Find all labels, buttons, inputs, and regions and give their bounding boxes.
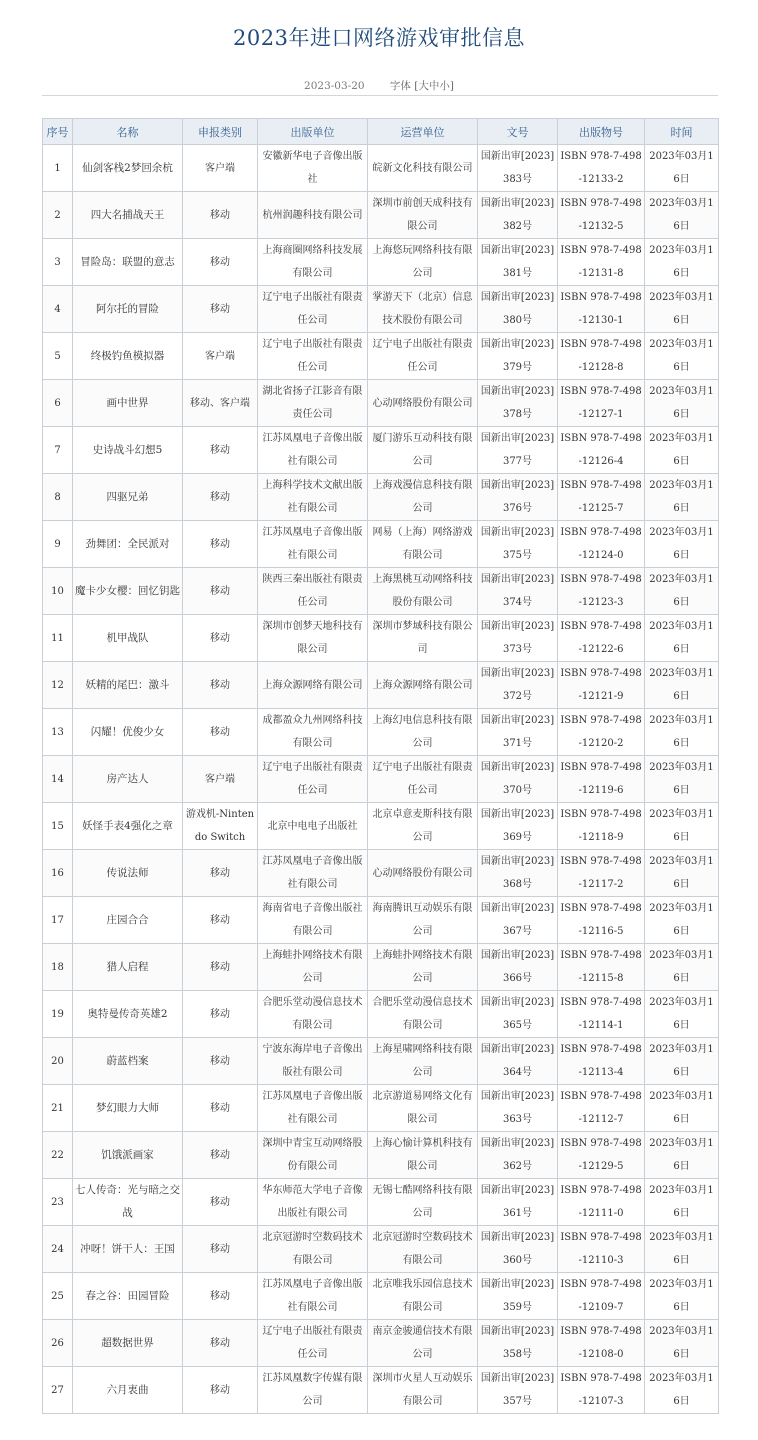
cell-category: 客户端 <box>183 756 258 803</box>
cell-approval-no: 国新出审[2023]369号 <box>478 803 558 850</box>
cell-operator: 上海黑桃互动网络科技股份有限公司 <box>368 568 478 615</box>
font-size-control: 字体 [大中小] <box>389 80 454 92</box>
table-row <box>43 333 719 380</box>
cell-publisher: 辽宁电子出版社有限责任公司 <box>258 1320 368 1367</box>
cell-approval-no: 国新出审[2023]383号 <box>478 145 558 192</box>
cell-publisher: 安徽新华电子音像出版社 <box>258 145 368 192</box>
cell-category: 移动 <box>183 897 258 944</box>
cell-category: 移动 <box>183 1320 258 1367</box>
cell-approval-no: 国新出审[2023]366号 <box>478 944 558 991</box>
cell-operator: 深圳市前创天成科技有限公司 <box>368 192 478 239</box>
cell-operator: 深圳市梦域科技有限公司 <box>368 615 478 662</box>
cell-index: 24 <box>43 1226 73 1273</box>
cell-publisher: 上海科学技术文献出版社有限公司 <box>258 474 368 521</box>
cell-isbn: ISBN 978-7-498-12131-8 <box>558 239 645 286</box>
cell-game-name: 仙剑客栈2梦回余杭 <box>73 145 183 192</box>
cell-approval-no: 国新出审[2023]373号 <box>478 615 558 662</box>
cell-operator: 辽宁电子出版社有限责任公司 <box>368 756 478 803</box>
table-row <box>43 474 719 521</box>
cell-category: 移动 <box>183 568 258 615</box>
cell-game-name: 终极钓鱼模拟器 <box>73 333 183 380</box>
cell-category: 移动 <box>183 991 258 1038</box>
cell-approval-no: 国新出审[2023]379号 <box>478 333 558 380</box>
cell-isbn: ISBN 978-7-498-12122-6 <box>558 615 645 662</box>
table-row <box>43 1367 719 1414</box>
cell-index: 14 <box>43 756 73 803</box>
cell-approval-no: 国新出审[2023]376号 <box>478 474 558 521</box>
cell-date: 2023年03月16日 <box>645 380 719 427</box>
cell-category: 移动 <box>183 1132 258 1179</box>
cell-index: 2 <box>43 192 73 239</box>
table-row <box>43 991 719 1038</box>
col-header-isbn: 出版物号 <box>558 119 645 145</box>
cell-approval-no: 国新出审[2023]380号 <box>478 286 558 333</box>
cell-publisher: 江苏凤凰电子音像出版社有限公司 <box>258 521 368 568</box>
cell-isbn: ISBN 978-7-498-12121-9 <box>558 662 645 709</box>
cell-game-name: 妖怪手表4强化之章 <box>73 803 183 850</box>
cell-publisher: 成都盈众九州网络科技有限公司 <box>258 709 368 756</box>
table-row <box>43 709 719 756</box>
cell-isbn: ISBN 978-7-498-12129-5 <box>558 1132 645 1179</box>
cell-game-name: 房产达人 <box>73 756 183 803</box>
cell-index: 12 <box>43 662 73 709</box>
cell-category: 移动 <box>183 615 258 662</box>
cell-game-name: 庄园合合 <box>73 897 183 944</box>
table-row <box>43 756 719 803</box>
cell-category: 移动 <box>183 709 258 756</box>
cell-operator: 深圳市火星人互动娱乐有限公司 <box>368 1367 478 1414</box>
cell-publisher: 辽宁电子出版社有限责任公司 <box>258 756 368 803</box>
cell-isbn: ISBN 978-7-498-12126-4 <box>558 427 645 474</box>
cell-isbn: ISBN 978-7-498-12130-1 <box>558 286 645 333</box>
table-row <box>43 1320 719 1367</box>
cell-game-name: 机甲战队 <box>73 615 183 662</box>
cell-index: 15 <box>43 803 73 850</box>
cell-operator: 心动网络股份有限公司 <box>368 380 478 427</box>
cell-category: 移动 <box>183 1085 258 1132</box>
cell-game-name: 超数据世界 <box>73 1320 183 1367</box>
cell-isbn: ISBN 978-7-498-12133-2 <box>558 145 645 192</box>
cell-game-name: 闪耀！优俊少女 <box>73 709 183 756</box>
cell-date: 2023年03月16日 <box>645 1132 719 1179</box>
cell-approval-no: 国新出审[2023]363号 <box>478 1085 558 1132</box>
table-row <box>43 286 719 333</box>
cell-operator: 上海悠玩网络科技有限公司 <box>368 239 478 286</box>
cell-date: 2023年03月16日 <box>645 1273 719 1320</box>
cell-date: 2023年03月16日 <box>645 1320 719 1367</box>
table-row <box>43 521 719 568</box>
cell-index: 7 <box>43 427 73 474</box>
cell-approval-no: 国新出审[2023]359号 <box>478 1273 558 1320</box>
cell-approval-no: 国新出审[2023]375号 <box>478 521 558 568</box>
cell-game-name: 史诗战斗幻想5 <box>73 427 183 474</box>
cell-index: 4 <box>43 286 73 333</box>
cell-publisher: 海南省电子音像出版社有限公司 <box>258 897 368 944</box>
table-body <box>43 145 719 1414</box>
article-meta <box>0 78 758 93</box>
cell-index: 1 <box>43 145 73 192</box>
cell-index: 10 <box>43 568 73 615</box>
cell-approval-no: 国新出审[2023]372号 <box>478 662 558 709</box>
cell-index: 16 <box>43 850 73 897</box>
cell-isbn: ISBN 978-7-498-12117-2 <box>558 850 645 897</box>
cell-isbn: ISBN 978-7-498-12127-1 <box>558 380 645 427</box>
cell-operator: 海南腾讯互动娱乐有限公司 <box>368 897 478 944</box>
cell-category: 移动 <box>183 427 258 474</box>
cell-category: 移动 <box>183 850 258 897</box>
font-size-medium-link[interactable]: 中 <box>428 80 440 92</box>
col-header-operator: 运营单位 <box>368 119 478 145</box>
cell-index: 19 <box>43 991 73 1038</box>
table-row <box>43 615 719 662</box>
cell-approval-no: 国新出审[2023]374号 <box>478 568 558 615</box>
cell-index: 9 <box>43 521 73 568</box>
cell-date: 2023年03月16日 <box>645 897 719 944</box>
cell-date: 2023年03月16日 <box>645 1179 719 1226</box>
cell-game-name: 春之谷：田园冒险 <box>73 1273 183 1320</box>
cell-game-name: 饥饿派画家 <box>73 1132 183 1179</box>
cell-isbn: ISBN 978-7-498-12128-8 <box>558 333 645 380</box>
cell-index: 6 <box>43 380 73 427</box>
cell-date: 2023年03月16日 <box>645 145 719 192</box>
cell-approval-no: 国新出审[2023]368号 <box>478 850 558 897</box>
cell-game-name: 奥特曼传奇英雄2 <box>73 991 183 1038</box>
cell-isbn: ISBN 978-7-498-12107-3 <box>558 1367 645 1414</box>
cell-game-name: 梦幻眼力大师 <box>73 1085 183 1132</box>
cell-operator: 北京冠游时空数码技术有限公司 <box>368 1226 478 1273</box>
cell-index: 17 <box>43 897 73 944</box>
table-row <box>43 1085 719 1132</box>
cell-category: 移动 <box>183 1179 258 1226</box>
table-row <box>43 1179 719 1226</box>
cell-publisher: 深圳市创梦天地科技有限公司 <box>258 615 368 662</box>
cell-operator: 上海戏漫信息科技有限公司 <box>368 474 478 521</box>
cell-approval-no: 国新出审[2023]365号 <box>478 991 558 1038</box>
table-row <box>43 192 719 239</box>
table-row <box>43 944 719 991</box>
table-row <box>43 803 719 850</box>
cell-category: 移动 <box>183 1367 258 1414</box>
col-header-index: 序号 <box>43 119 73 145</box>
cell-isbn: ISBN 978-7-498-12110-3 <box>558 1226 645 1273</box>
cell-publisher: 江苏凤凰电子音像出版社有限公司 <box>258 1085 368 1132</box>
cell-game-name: 画中世界 <box>73 380 183 427</box>
cell-date: 2023年03月16日 <box>645 1038 719 1085</box>
cell-publisher: 上海商圈网络科技发展有限公司 <box>258 239 368 286</box>
page-title: 2023年进口网络游戏审批信息 <box>233 26 525 50</box>
col-header-date: 时间 <box>645 119 719 145</box>
cell-date: 2023年03月16日 <box>645 521 719 568</box>
cell-date: 2023年03月16日 <box>645 568 719 615</box>
table-row <box>43 239 719 286</box>
cell-publisher: 辽宁电子出版社有限责任公司 <box>258 286 368 333</box>
cell-approval-no: 国新出审[2023]360号 <box>478 1226 558 1273</box>
cell-operator: 无锡七酷网络科技有限公司 <box>368 1179 478 1226</box>
header-divider <box>42 95 718 96</box>
cell-operator: 辽宁电子出版社有限责任公司 <box>368 333 478 380</box>
table-row <box>43 1132 719 1179</box>
cell-index: 3 <box>43 239 73 286</box>
publish-date: 2023-03-20 <box>304 80 365 92</box>
cell-operator: 上海蛙扑网络技术有限公司 <box>368 944 478 991</box>
cell-operator: 北京游道易网络文化有限公司 <box>368 1085 478 1132</box>
cell-isbn: ISBN 978-7-498-12125-7 <box>558 474 645 521</box>
table-row <box>43 1226 719 1273</box>
cell-operator: 厦门游乐互动科技有限公司 <box>368 427 478 474</box>
cell-operator: 北京唯我乐园信息技术有限公司 <box>368 1273 478 1320</box>
cell-category: 移动 <box>183 944 258 991</box>
cell-approval-no: 国新出审[2023]357号 <box>478 1367 558 1414</box>
cell-game-name: 冒险岛：联盟的意志 <box>73 239 183 286</box>
col-header-name: 名称 <box>73 119 183 145</box>
cell-approval-no: 国新出审[2023]362号 <box>478 1132 558 1179</box>
cell-operator: 掌游天下（北京）信息技术股份有限公司 <box>368 286 478 333</box>
cell-date: 2023年03月16日 <box>645 1226 719 1273</box>
cell-publisher: 北京冠游时空数码技术有限公司 <box>258 1226 368 1273</box>
cell-publisher: 辽宁电子出版社有限责任公司 <box>258 333 368 380</box>
cell-operator: 上海幻电信息科技有限公司 <box>368 709 478 756</box>
cell-publisher: 深圳中青宝互动网络股份有限公司 <box>258 1132 368 1179</box>
cell-index: 20 <box>43 1038 73 1085</box>
cell-category: 游戏机-Nintendo Switch <box>183 803 258 850</box>
cell-date: 2023年03月16日 <box>645 1085 719 1132</box>
cell-index: 21 <box>43 1085 73 1132</box>
cell-date: 2023年03月16日 <box>645 474 719 521</box>
cell-game-name: 七人传奇：光与暗之交战 <box>73 1179 183 1226</box>
cell-category: 移动 <box>183 474 258 521</box>
table-row <box>43 568 719 615</box>
cell-isbn: ISBN 978-7-498-12118-9 <box>558 803 645 850</box>
table-row <box>43 662 719 709</box>
approval-table <box>42 118 719 1414</box>
font-size-label: 字体 <box>389 80 411 92</box>
cell-index: 26 <box>43 1320 73 1367</box>
cell-date: 2023年03月16日 <box>645 709 719 756</box>
table-row <box>43 380 719 427</box>
cell-operator: 北京卓意麦斯科技有限公司 <box>368 803 478 850</box>
cell-date: 2023年03月16日 <box>645 286 719 333</box>
cell-publisher: 江苏凤凰数字传媒有限公司 <box>258 1367 368 1414</box>
cell-date: 2023年03月16日 <box>645 991 719 1038</box>
cell-game-name: 冲呀！饼干人：王国 <box>73 1226 183 1273</box>
cell-game-name: 六月衷曲 <box>73 1367 183 1414</box>
table-row <box>43 897 719 944</box>
col-header-approval-no: 文号 <box>478 119 558 145</box>
cell-index: 25 <box>43 1273 73 1320</box>
cell-operator: 合肥乐堂动漫信息技术有限公司 <box>368 991 478 1038</box>
cell-approval-no: 国新出审[2023]358号 <box>478 1320 558 1367</box>
cell-index: 27 <box>43 1367 73 1414</box>
cell-isbn: ISBN 978-7-498-12114-1 <box>558 991 645 1038</box>
cell-publisher: 华东师范大学电子音像出版社有限公司 <box>258 1179 368 1226</box>
cell-isbn: ISBN 978-7-498-12124-0 <box>558 521 645 568</box>
cell-isbn: ISBN 978-7-498-12123-3 <box>558 568 645 615</box>
cell-index: 11 <box>43 615 73 662</box>
table-row <box>43 850 719 897</box>
cell-approval-no: 国新出审[2023]364号 <box>478 1038 558 1085</box>
cell-publisher: 江苏凤凰电子音像出版社有限公司 <box>258 427 368 474</box>
col-header-publisher: 出版单位 <box>258 119 368 145</box>
cell-operator: 上海众源网络有限公司 <box>368 662 478 709</box>
cell-category: 客户端 <box>183 333 258 380</box>
cell-isbn: ISBN 978-7-498-12109-7 <box>558 1273 645 1320</box>
cell-publisher: 北京中电电子出版社 <box>258 803 368 850</box>
cell-publisher: 江苏凤凰电子音像出版社有限公司 <box>258 850 368 897</box>
cell-publisher: 上海众源网络有限公司 <box>258 662 368 709</box>
cell-approval-no: 国新出审[2023]367号 <box>478 897 558 944</box>
cell-date: 2023年03月16日 <box>645 803 719 850</box>
table-row <box>43 1273 719 1320</box>
cell-index: 13 <box>43 709 73 756</box>
cell-category: 移动 <box>183 1038 258 1085</box>
cell-isbn: ISBN 978-7-498-12132-5 <box>558 192 645 239</box>
cell-date: 2023年03月16日 <box>645 944 719 991</box>
font-size-large-link[interactable]: 大 <box>418 80 429 92</box>
cell-publisher: 陕西三秦出版社有限责任公司 <box>258 568 368 615</box>
cell-index: 23 <box>43 1179 73 1226</box>
cell-isbn: ISBN 978-7-498-12112-7 <box>558 1085 645 1132</box>
cell-category: 移动 <box>183 1273 258 1320</box>
cell-date: 2023年03月16日 <box>645 662 719 709</box>
cell-publisher: 杭州润趣科技有限公司 <box>258 192 368 239</box>
table-header-row <box>43 119 719 145</box>
cell-index: 22 <box>43 1132 73 1179</box>
cell-isbn: ISBN 978-7-498-12116-5 <box>558 897 645 944</box>
table-row <box>43 1038 719 1085</box>
cell-operator: 皖新文化科技有限公司 <box>368 145 478 192</box>
cell-game-name: 阿尔托的冒险 <box>73 286 183 333</box>
cell-game-name: 妖精的尾巴：激斗 <box>73 662 183 709</box>
cell-date: 2023年03月16日 <box>645 850 719 897</box>
cell-index: 5 <box>43 333 73 380</box>
cell-date: 2023年03月16日 <box>645 615 719 662</box>
cell-isbn: ISBN 978-7-498-12115-8 <box>558 944 645 991</box>
col-header-category: 申报类别 <box>183 119 258 145</box>
cell-approval-no: 国新出审[2023]382号 <box>478 192 558 239</box>
cell-isbn: ISBN 978-7-498-12120-2 <box>558 709 645 756</box>
cell-approval-no: 国新出审[2023]361号 <box>478 1179 558 1226</box>
cell-category: 移动、客户端 <box>183 380 258 427</box>
cell-isbn: ISBN 978-7-498-12113-4 <box>558 1038 645 1085</box>
cell-operator: 上海心愉计算机科技有限公司 <box>368 1132 478 1179</box>
cell-category: 移动 <box>183 1226 258 1273</box>
cell-publisher: 江苏凤凰电子音像出版社有限公司 <box>258 1273 368 1320</box>
cell-game-name: 四大名捕战天王 <box>73 192 183 239</box>
cell-approval-no: 国新出审[2023]381号 <box>478 239 558 286</box>
cell-game-name: 四驱兄弟 <box>73 474 183 521</box>
cell-approval-no: 国新出审[2023]370号 <box>478 756 558 803</box>
cell-operator: 南京金骏通信技术有限公司 <box>368 1320 478 1367</box>
cell-index: 8 <box>43 474 73 521</box>
cell-category: 客户端 <box>183 145 258 192</box>
cell-date: 2023年03月16日 <box>645 756 719 803</box>
cell-approval-no: 国新出审[2023]378号 <box>478 380 558 427</box>
cell-game-name: 猎人启程 <box>73 944 183 991</box>
cell-date: 2023年03月16日 <box>645 427 719 474</box>
cell-publisher: 湖北省扬子江影音有限责任公司 <box>258 380 368 427</box>
cell-category: 移动 <box>183 662 258 709</box>
cell-isbn: ISBN 978-7-498-12111-0 <box>558 1179 645 1226</box>
table-row <box>43 427 719 474</box>
cell-category: 移动 <box>183 192 258 239</box>
cell-operator: 网易（上海）网络游戏有限公司 <box>368 521 478 568</box>
cell-date: 2023年03月16日 <box>645 1367 719 1414</box>
cell-operator: 上海星啸网络科技有限公司 <box>368 1038 478 1085</box>
cell-publisher: 上海蛙扑网络技术有限公司 <box>258 944 368 991</box>
cell-date: 2023年03月16日 <box>645 192 719 239</box>
cell-game-name: 劲舞团：全民派对 <box>73 521 183 568</box>
cell-date: 2023年03月16日 <box>645 333 719 380</box>
cell-operator: 心动网络股份有限公司 <box>368 850 478 897</box>
cell-isbn: ISBN 978-7-498-12108-0 <box>558 1320 645 1367</box>
cell-game-name: 魔卡少女樱：回忆钥匙 <box>73 568 183 615</box>
cell-game-name: 蔚蓝档案 <box>73 1038 183 1085</box>
cell-game-name: 传说法师 <box>73 850 183 897</box>
cell-publisher: 合肥乐堂动漫信息技术有限公司 <box>258 991 368 1038</box>
font-size-small-link[interactable]: 小 <box>439 80 450 92</box>
table-row <box>43 145 719 192</box>
cell-index: 18 <box>43 944 73 991</box>
cell-category: 移动 <box>183 239 258 286</box>
cell-category: 移动 <box>183 286 258 333</box>
cell-approval-no: 国新出审[2023]371号 <box>478 709 558 756</box>
cell-approval-no: 国新出审[2023]377号 <box>478 427 558 474</box>
cell-date: 2023年03月16日 <box>645 239 719 286</box>
cell-isbn: ISBN 978-7-498-12119-6 <box>558 756 645 803</box>
cell-category: 移动 <box>183 521 258 568</box>
cell-publisher: 宁波东海岸电子音像出版社有限公司 <box>258 1038 368 1085</box>
